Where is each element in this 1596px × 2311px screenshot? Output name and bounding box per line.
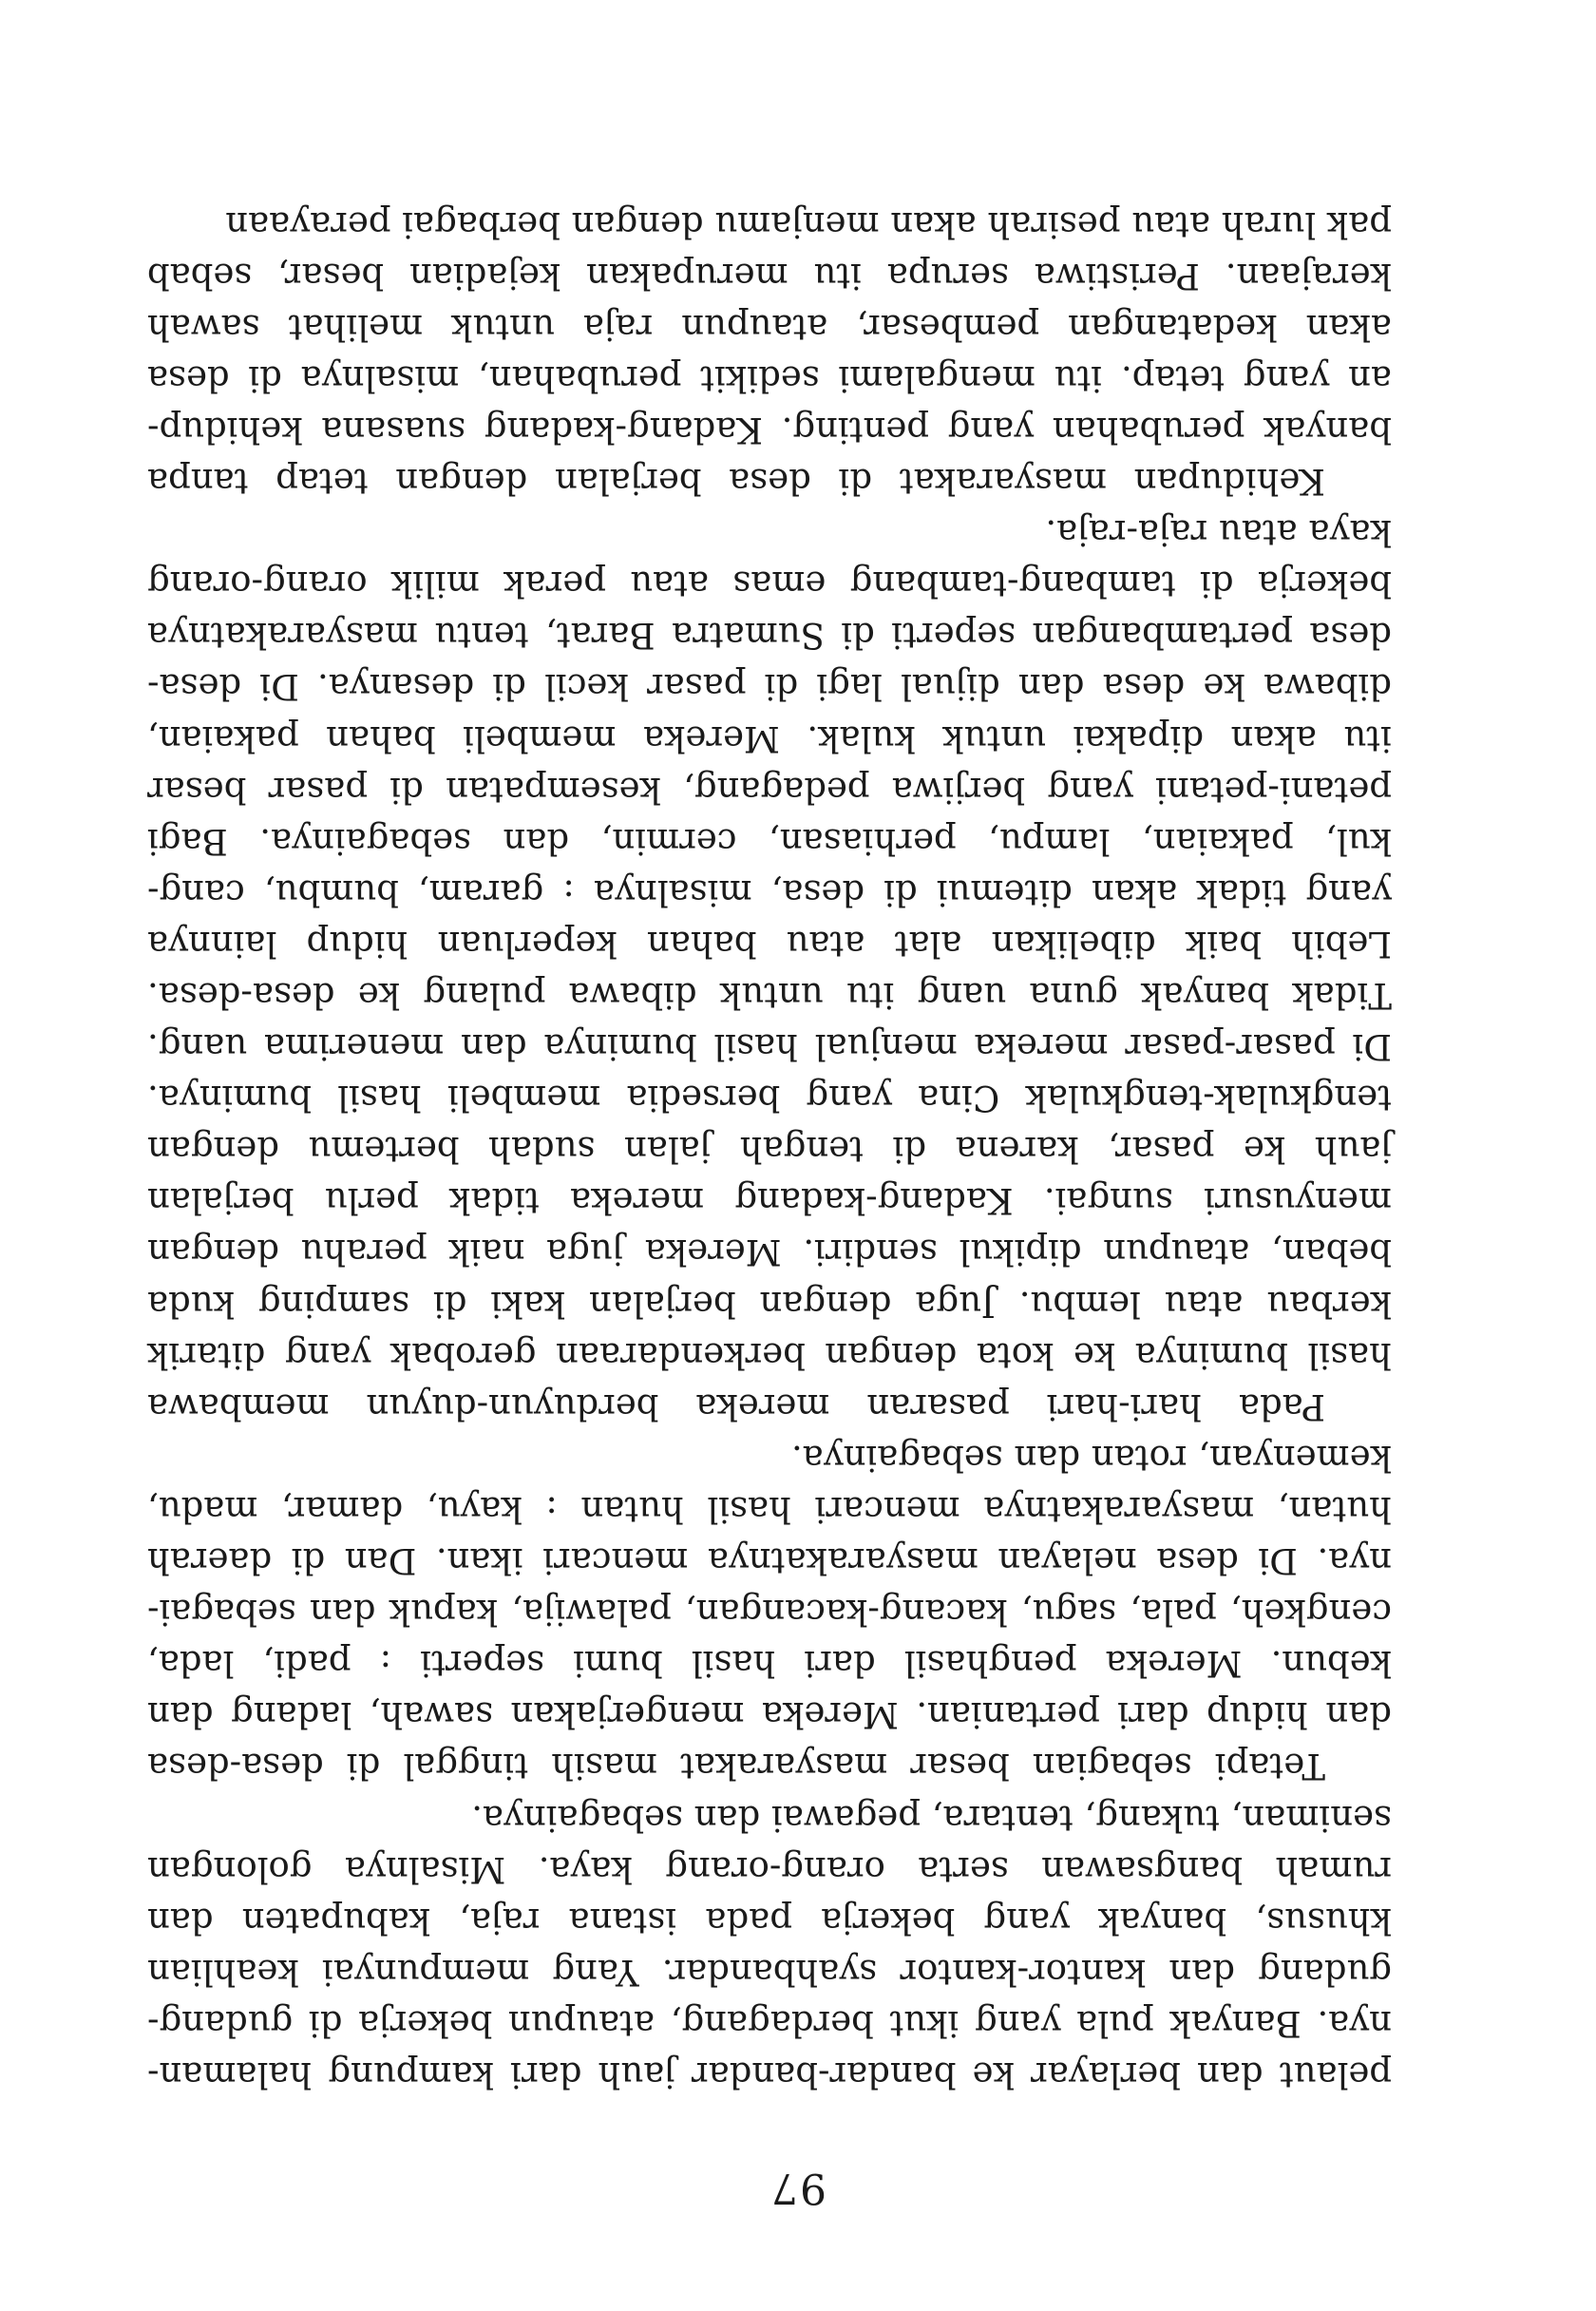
- text-line: hasil buminya ke kota dengan berkendaraan gerobak yang ditarik: [147, 1334, 1392, 1376]
- text-line: banyak perubahan yang penting. Kadang-kadang suasana kehidup-: [147, 410, 1392, 450]
- page-number: 97: [770, 2164, 826, 2212]
- text-line: menyusuri sungai. Kadang-kadang mereka tidak perlu berjalan: [147, 1180, 1392, 1222]
- text-line: yang tidak akan ditemui di desa, misalnya : garam, bumbu, cang-: [147, 871, 1392, 913]
- text-line: dan hidup dari pertanian. Mereka mengerjakan sawah, ladang dan: [147, 1694, 1392, 1736]
- text-line: Tetapi sebagian besar masyarakat masih tinggal di desa-desa: [147, 1746, 1325, 1787]
- text-line: pelaut dan berlayar ke bandar-bandar jauh dari kampung halaman-: [147, 2054, 1392, 2095]
- text-line: tengkulak-tengkulak Cina yang bersedia membeli hasil buminya.: [147, 1078, 1392, 1119]
- text-line: Tidak banyak guna uang itu untuk dibawa pulang ke desa-desa.: [147, 975, 1392, 1017]
- text-line: nya. Di desa nelayan masyarakatnya mencari ikan. Dan di daerah: [147, 1540, 1392, 1582]
- text-line: Pada hari-hari pasaran mereka berduyun-duyun membawa: [147, 1385, 1325, 1427]
- text-line: kaya atau raja-raja.: [1045, 512, 1392, 554]
- text-line: bekerja di tambang-tambang emas atau perak milik orang-orang: [147, 563, 1392, 605]
- text-line: khusus, banyak yang bekerja pada istana raja, kabupaten dan: [147, 1900, 1392, 1941]
- text-line: kemenyan, rotan dan sebagainya.: [790, 1437, 1392, 1479]
- text-line: Lebih baik dibelikan alat atau bahan keperluan hidup lainnya: [147, 923, 1392, 965]
- text-line: Di pasar-pasar mereka menjual hasil buminya dan menerima uang.: [147, 1026, 1392, 1068]
- text-line: gudang dan kantor-kantor syahbandar. Yang mempunyai keahlian: [147, 1951, 1392, 1993]
- text-line: seniman, tukang, tentara, pegawai dan sebagainya.: [471, 1797, 1392, 1839]
- text-line: beban, ataupun dipikul sendiri. Mereka juga naik perahu dengan: [147, 1232, 1392, 1273]
- text-line: desa pertambangan seperti di Sumatra Barat, tentu masyarakatnya: [147, 615, 1392, 657]
- text-line: cengkeh, pala, sagu, kacang-kacangan, palawija, kapuk dan sebagai-: [147, 1592, 1392, 1633]
- text-line: petani-petani yang berjiwa pedagang, kesempatan di pasar besar: [147, 769, 1392, 811]
- text-line: akan kedatangan pembesar, ataupun raja untuk melihat sawah: [147, 306, 1392, 348]
- text-line: Kehidupan masyarakat di desa berjalan dengan tetap tanpa: [147, 461, 1325, 503]
- text-line: kerbau atau lembu. Juga dengan berjalan kaki di samping kuda: [147, 1283, 1392, 1325]
- text-line: kerajaan. Peristiwa serupa itu merupakan kejadian besar, sebab: [147, 255, 1392, 296]
- text-line: jauh ke pasar, karena di tengah jalan sudah bertemu dengan: [147, 1129, 1392, 1171]
- text-line: an yang tetap. itu mengalami sedikit perubahan, misalnya di desa: [147, 357, 1392, 399]
- text-line: pak lurah atau pesirah akan menjamu dengan berbagai perayaan: [225, 203, 1392, 245]
- body-text: [147, 199, 1392, 2100]
- text-line: nya. Banyak pula yang ikut berdagang, ataupun bekerja di gudang-: [147, 2002, 1392, 2044]
- text-line: hutan, masyarakatnya mencari hasil hutan : kayu, damar, madu,: [147, 1488, 1392, 1530]
- text-line: kul, pakaian, lampu, perhiasan, cermin, dan sebagainya. Bagi: [147, 820, 1392, 862]
- text-line: rumah bangsawan serta orang-orang kaya. Misalnya golongan: [147, 1848, 1392, 1890]
- text-line: itu akan dipakai untuk kulak. Mereka membeli bahan pakaian,: [147, 717, 1392, 759]
- text-line: dibawa ke desa dan dijual lagi di pasar kecil di desanya. Di desa-: [147, 666, 1392, 708]
- text-line: kebun. Mereka penghasil dari hasil bumi seperti : padi, lada,: [147, 1643, 1392, 1685]
